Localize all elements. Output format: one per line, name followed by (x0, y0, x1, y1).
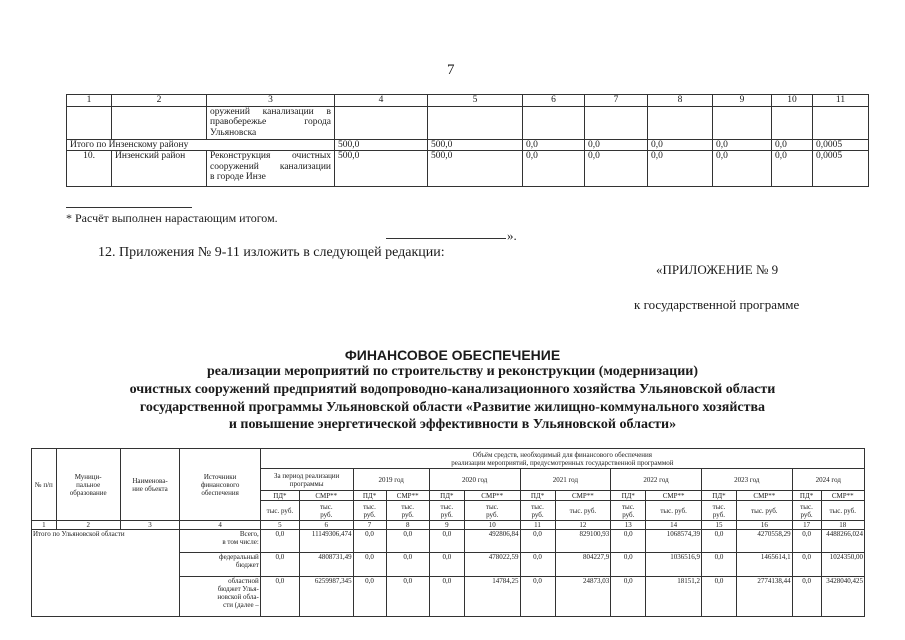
value-cell: 0,0005 (813, 139, 869, 151)
total-label: Итого по Ульяновской области (32, 530, 180, 617)
cell-line: сооружений канализации (210, 161, 331, 172)
value-cell: 11149306,474 (299, 530, 353, 553)
value-cell: 0,0 (353, 553, 386, 577)
header-line: реализации мероприятий, предусмотренных государственной программой (451, 458, 674, 467)
col-number: 8 (648, 95, 713, 107)
financing-table (31, 448, 865, 617)
header-line: тыс. (531, 502, 544, 511)
value-cell: 0,0 (585, 151, 648, 187)
header-line: За период реализации (274, 471, 340, 480)
value-cell: 0,0 (353, 530, 386, 553)
value-cell: 0,0 (520, 577, 555, 617)
header-number: № п/п (32, 449, 57, 521)
value-cell: 0,0 (648, 151, 713, 187)
header-line: пальное (76, 480, 101, 489)
header-line: руб. (440, 510, 453, 519)
value-cell: 0,0 (792, 553, 821, 577)
value-cell: 0,0 (386, 577, 429, 617)
col-number: 3 (120, 521, 180, 530)
header-smr: СМР** (646, 491, 702, 501)
continuation-table (66, 94, 869, 187)
cell-line: сти (далее – (223, 601, 259, 609)
footnote-rule (66, 207, 192, 208)
cell-line: областной (228, 577, 259, 585)
value-cell: 1024350,00 (821, 553, 865, 577)
header-unit: тыс. руб. (646, 501, 702, 521)
value-cell: 4270558,29 (736, 530, 792, 553)
value-cell: 0,0 (260, 530, 299, 553)
value-cell: 0,0 (386, 530, 429, 553)
header-unit (611, 501, 646, 521)
value-cell: 500,0 (428, 151, 523, 187)
value-cell: 0,0 (713, 151, 772, 187)
closing-quote: ». (507, 228, 517, 243)
header-unit (299, 501, 353, 521)
header-line: тыс. (440, 502, 454, 511)
source-cell (180, 553, 260, 577)
value-cell: 0,0 (792, 530, 821, 553)
header-line: Объём средств, необходимый для финансового обеспечения (472, 450, 653, 459)
table-row (67, 151, 869, 187)
district-cell: Инзенский район (112, 151, 207, 187)
col-number: 18 (821, 521, 865, 530)
header-line: руб. (800, 510, 813, 519)
header-smr: СМР** (464, 491, 520, 501)
header-unit (386, 501, 429, 521)
cell-line: в том числе: (222, 538, 259, 546)
header-line: тыс. (485, 502, 499, 511)
value-cell: 0,0 (701, 577, 736, 617)
col-number: 2 (56, 521, 120, 530)
header-unit (792, 501, 821, 521)
header-line: руб. (363, 510, 376, 519)
header-pd: ПД* (701, 491, 736, 501)
col-number: 7 (353, 521, 386, 530)
header-smr: СМР** (386, 491, 429, 501)
value-cell: 492806,84 (464, 530, 520, 553)
header-period (260, 469, 353, 491)
value-cell: 500,0 (335, 151, 428, 187)
value-cell: 0,0 (648, 139, 713, 151)
value-cell: 478022,59 (464, 553, 520, 577)
footnote: * Расчёт выполнен нарастающим итогом. (66, 211, 278, 225)
cell-line: новской обла- (217, 593, 259, 601)
header-pd: ПД* (792, 491, 821, 501)
header-year: 2021 год (520, 469, 611, 491)
document-title: ФИНАНСОВОЕ ОБЕСПЕЧЕНИЕ (344, 347, 561, 363)
value-cell: 0,0 (520, 553, 555, 577)
value-cell: 0,0 (713, 139, 772, 151)
table-row (67, 106, 869, 139)
col-number: 8 (386, 521, 429, 530)
header-unit: тыс. руб. (260, 501, 299, 521)
header-line: Источники (203, 472, 237, 481)
header-year: 2022 год (611, 469, 702, 491)
header-line: тыс. (621, 502, 635, 511)
header-smr: СМР** (736, 491, 792, 501)
document-title-line: и повышение энергетической эффективности в Ульяновской области» (228, 417, 677, 432)
value-cell: 0,0 (611, 553, 646, 577)
header-line: руб. (622, 510, 635, 519)
header-year: 2020 год (429, 469, 520, 491)
header-unit (429, 501, 464, 521)
header-line: тыс. (401, 502, 414, 511)
header-unit: тыс. руб. (821, 501, 865, 521)
header-unit (464, 501, 520, 521)
value-cell: 0,0 (520, 530, 555, 553)
col-number: 4 (335, 95, 428, 107)
value-cell: 4488266,024 (821, 530, 865, 553)
header-line: образование (69, 488, 107, 497)
table-header-row (67, 95, 869, 107)
col-number: 7 (585, 95, 648, 107)
col-number: 1 (32, 521, 57, 530)
table-header-row (32, 449, 865, 469)
cell-line: в городе Инзе (210, 172, 266, 182)
value-cell: 0,0 (523, 151, 585, 187)
col-number: 10 (464, 521, 520, 530)
col-number: 13 (611, 521, 646, 530)
value-cell: 24873,03 (555, 577, 611, 617)
closing-underline (386, 238, 506, 239)
header-pd: ПД* (429, 491, 464, 501)
value-cell: 0,0 (772, 139, 813, 151)
appendix-subtitle: к государственной программе (634, 297, 800, 312)
document-title-line: государственной программы Ульяновской области «Развитие жилищно-коммунального хозяйства (139, 400, 766, 415)
page-number: 7 (447, 62, 455, 78)
document-title-line: очистных сооружений предприятий водопроводно-канализационного хозяйства Ульяновской области (129, 382, 776, 397)
header-line: тыс. (800, 502, 813, 511)
column-numbers-row (32, 521, 865, 530)
value-cell: 0,0 (585, 139, 648, 151)
cell-line: Ульяновска (210, 127, 257, 138)
col-number: 1 (67, 95, 112, 107)
header-line: ние объекта (132, 484, 168, 493)
value-cell: 0,0 (611, 530, 646, 553)
value-cell: 0,0 (260, 577, 299, 617)
col-number: 3 (207, 95, 335, 107)
col-number: 9 (713, 95, 772, 107)
header-pd: ПД* (520, 491, 555, 501)
value-cell: 0,0 (772, 151, 813, 187)
cell-line: правобережье города (210, 117, 331, 127)
value-cell: 500,0 (428, 139, 523, 151)
cell-line: бюджет Улья- (217, 585, 259, 593)
value-cell: 0,0 (792, 577, 821, 617)
cell-line: оружений канализации в (210, 106, 331, 117)
cell-line: бюджет (235, 561, 259, 569)
value-cell: 0,0 (611, 577, 646, 617)
col-number: 5 (260, 521, 299, 530)
col-number: 15 (701, 521, 736, 530)
header-unit (520, 501, 555, 521)
col-number: 9 (429, 521, 464, 530)
total-label: Итого по Инзенскому району (67, 139, 335, 151)
header-smr: СМР** (555, 491, 611, 501)
col-number: 10 (772, 95, 813, 107)
header-funding-sources (180, 449, 260, 521)
object-name-cell (207, 151, 335, 187)
header-smr: СМР** (299, 491, 353, 501)
header-year: 2019 год (353, 469, 429, 491)
header-line: тыс. (319, 502, 333, 511)
header-line: тыс. (712, 502, 726, 511)
col-number: 6 (523, 95, 585, 107)
value-cell: 0,0 (260, 553, 299, 577)
header-line: руб. (531, 510, 544, 519)
header-year: 2023 год (701, 469, 792, 491)
value-cell: 0,0 (523, 139, 585, 151)
value-cell: 1465614,1 (736, 553, 792, 577)
col-number: 16 (736, 521, 792, 530)
value-cell: 1068574,39 (646, 530, 702, 553)
col-number: 14 (646, 521, 702, 530)
appendix-title: «ПРИЛОЖЕНИЕ № 9 (656, 262, 779, 277)
value-cell: 0,0 (386, 553, 429, 577)
col-number: 11 (520, 521, 555, 530)
header-line: руб. (712, 510, 726, 519)
header-line: руб. (486, 510, 499, 519)
header-pd: ПД* (260, 491, 299, 501)
document-title-line: реализации мероприятий по строительству и реконструкции (модернизации) (206, 364, 699, 379)
value-cell: 0,0 (353, 577, 386, 617)
object-name-cell (207, 106, 335, 139)
col-number: 5 (428, 95, 523, 107)
header-object (120, 449, 180, 521)
header-unit: тыс. руб. (736, 501, 792, 521)
table-row-total (67, 139, 869, 151)
header-line: тыс. (363, 502, 376, 511)
header-line: Муници- (74, 472, 102, 481)
header-volume (260, 449, 864, 469)
value-cell: 6259987,345 (299, 577, 353, 617)
value-cell: 0,0 (429, 530, 464, 553)
header-line: обеспечения (201, 488, 239, 497)
cell-line: Всего, (239, 530, 259, 538)
header-line: Наименова- (132, 476, 168, 485)
col-number: 11 (813, 95, 869, 107)
header-year: 2024 год (792, 469, 864, 491)
cell-line: федеральный (219, 553, 259, 561)
value-cell: 4808731,49 (299, 553, 353, 577)
col-number: 12 (555, 521, 611, 530)
cell-line: Реконструкция очистных (210, 151, 331, 161)
source-cell (180, 530, 260, 553)
item-12-paragraph: 12. Приложения № 9-11 изложить в следующей редакции: (98, 245, 445, 260)
value-cell: 14784,25 (464, 577, 520, 617)
value-cell: 0,0 (429, 553, 464, 577)
col-number: 2 (112, 95, 207, 107)
value-cell: 18151,2 (646, 577, 702, 617)
value-cell: 3428040,425 (821, 577, 865, 617)
header-line: руб. (401, 510, 414, 519)
col-number: 17 (792, 521, 821, 530)
value-cell: 829100,93 (555, 530, 611, 553)
header-unit: тыс. руб. (555, 501, 611, 521)
col-number: 4 (180, 521, 260, 530)
source-cell (180, 577, 260, 617)
value-cell: 804227,9 (555, 553, 611, 577)
header-unit (353, 501, 386, 521)
header-line: руб. (320, 510, 333, 519)
table-row (32, 530, 865, 553)
value-cell: 0,0 (701, 553, 736, 577)
header-pd: ПД* (611, 491, 646, 501)
value-cell: 1036516,9 (646, 553, 702, 577)
value-cell: 0,0 (429, 577, 464, 617)
header-smr: СМР** (821, 491, 865, 501)
header-line: финансового (200, 480, 240, 489)
header-unit (701, 501, 736, 521)
header-pd: ПД* (353, 491, 386, 501)
row-number: 10. (67, 151, 112, 187)
header-line: программы (289, 479, 324, 488)
value-cell: 2774138,44 (736, 577, 792, 617)
header-municipality (56, 449, 120, 521)
value-cell: 0,0 (701, 530, 736, 553)
value-cell: 0,0005 (813, 151, 869, 187)
col-number: 6 (299, 521, 353, 530)
value-cell: 500,0 (335, 139, 428, 151)
